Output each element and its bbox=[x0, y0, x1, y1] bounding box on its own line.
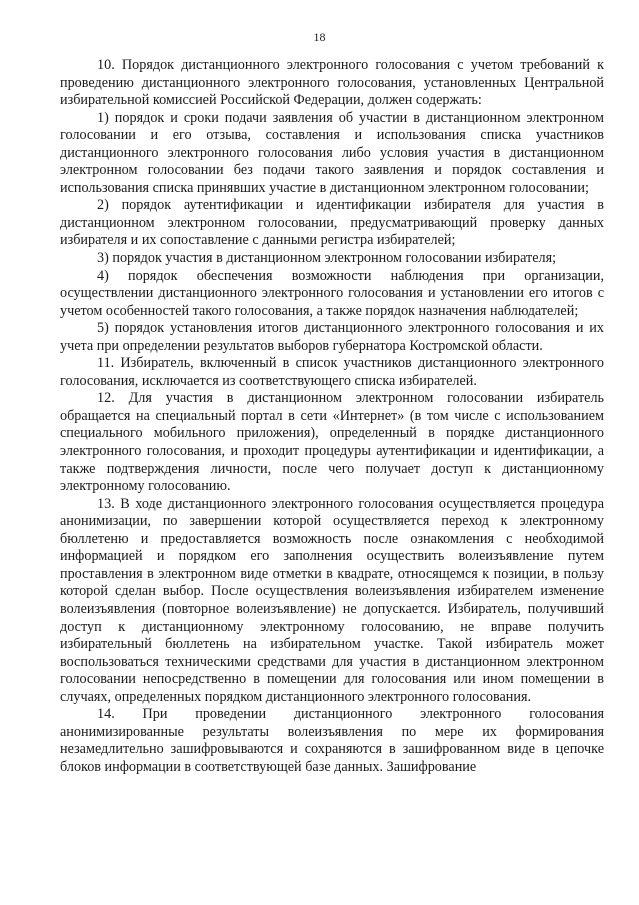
paragraph-13: 13. В ходе дистанционного электронного голосования осуществляется процедура анонимизации, по завершении которой осуществляется переход к электронному бюллетеню и предоставляется возможность после ознакомления с необходимой информацией и порядком его заполнения осуществить волеизъявление путем проставления в электронном виде отметки в квадрате, относящемся к позиции, в пользу которой сделан выбор. После осуществления волеизъявления избирателем изменение волеизъявления (повторное волеизъявление) не допускается. Избиратель, получивший доступ к дистанционному электронному голосованию, не вправе получить избирательный бюллетень на избирательном участке. Такой избиратель может воспользоваться техническими средствами для участия в дистанционном электронном голосовании непосредственно в помещении для голосования или ином помещении в случаях, определенных порядком дистанционного электронного голосования. bbox=[60, 495, 604, 705]
document-body bbox=[60, 57, 604, 776]
paragraph-10-item-4: 4) порядок обеспечения возможности наблюдения при организации, осуществлении дистанционного электронного голосования и установлении его итогов с учетом особенностей такого голосования, а также порядок назначения наблюдателей; bbox=[60, 267, 604, 319]
paragraph-10-item-1: 1) порядок и сроки подачи заявления об участии в дистанционном электронном голосовании и его отзыва, составления и использования списка участников дистанционного электронного голосования либо условия участия в дистанционном электронном голосовании без подачи такого заявления и порядок составления и использования списка принявших участие в дистанционном электронном голосовании; bbox=[60, 109, 604, 196]
paragraph-12: 12. Для участия в дистанционном электронном голосовании избиратель обращается на специальный портал в сети «Интернет» (в том числе с использованием специального мобильного приложения), определенный в порядке дистанционного электронного голосования, и проходит процедуры аутентификации и идентификации, а также подтверждения личности, после чего получает доступ к дистанционному электронному голосованию. bbox=[60, 390, 604, 495]
paragraph-10-item-3: 3) порядок участия в дистанционном электронном голосовании избирателя; bbox=[97, 250, 557, 267]
paragraph-10: 10. Порядок дистанционного электронного голосования с учетом требований к проведению дистанционного электронного голосования, установленных Центральной избирательной комиссией Российской Федерации, должен содержать: bbox=[60, 57, 604, 109]
paragraph-14: 14. При проведении дистанционного электронного голосования анонимизированные результаты волеизъявления по мере их формирования незамедлительно зашифровываются и сохраняются в зашифрованном виде в цепочке блоков информации в соответствующей базе данных. Зашифрование bbox=[60, 706, 604, 775]
paragraph-10-item-2: 2) порядок аутентификации и идентификации избирателя для участия в дистанционном электронном голосовании, предусматривающий проверку данных избирателя и их сопоставление с данными регистра избирателей; bbox=[60, 197, 604, 249]
page-number: 18 bbox=[313, 30, 326, 44]
paragraph-11: 11. Избиратель, включенный в список участников дистанционного электронного голосования, исключается из соответствующего списка избирателей. bbox=[60, 355, 604, 389]
paragraph-10-item-5: 5) порядок установления итогов дистанционного электронного голосования и их учета при определении результатов выборов губернатора Костромской области. bbox=[60, 320, 604, 354]
